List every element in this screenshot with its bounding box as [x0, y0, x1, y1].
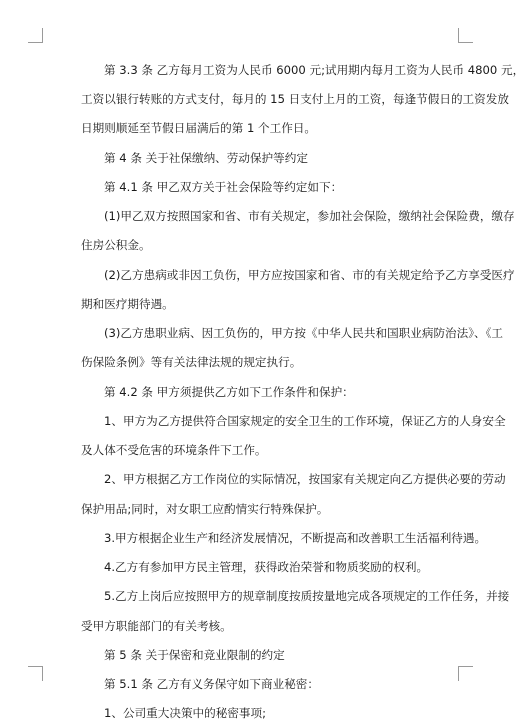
text-line: 1、甲方为乙方提供符合国家规定的安全卫生的工作环境，保证乙方的人身安全 [104, 414, 506, 428]
text-line: 受甲方职能部门的有关考核。 [81, 619, 232, 633]
text-line: 第 5 条 关于保密和竞业限制的约定 [104, 648, 285, 662]
text-line: 期和医疗期待遇。 [81, 297, 174, 311]
text-line: (3)乙方患职业病、因工负伤的，甲方按《中华人民共和国职业病防治法》、《工 [104, 326, 504, 340]
text-line: 保护用品;同时，对女职工应酌情实行特殊保护。 [81, 502, 329, 516]
text-line: 伤保险条例》等有关法律法规的规定执行。 [81, 355, 302, 369]
text-line: 第 3.3 条 乙方每月工资为人民币 6000 元;试用期内每月工资为人民币 4800 元， [104, 63, 524, 77]
text-line: 5.乙方上岗后应按照甲方的规章制度按质按量地完成各项规定的工作任务，并接 [104, 589, 510, 603]
text-line: 1、公司重大决策中的秘密事项; [104, 706, 267, 720]
text-line: 4.乙方有参加甲方民主管理，获得政治荣誉和物质奖励的权利。 [104, 560, 429, 574]
text-line: 第 4.1 条 甲乙双方关于社会保险等约定如下： [104, 180, 343, 194]
text-line: 第 4 条 关于社保缴纳、劳动保护等约定 [104, 151, 308, 165]
text-line: 2、甲方根据乙方工作岗位的实际情况，按国家有关规定向乙方提供必要的劳动 [104, 472, 506, 486]
crop-mark-bottom-right [458, 666, 473, 681]
text-line: 日期则顺延至节假日届满后的第 1 个工作日。 [81, 121, 317, 135]
crop-mark-bottom-left [28, 666, 43, 681]
crop-mark-top-right [458, 28, 473, 43]
text-line: 3.甲方根据企业生产和经济发展情况，不断提高和改善职工生活福利待遇。 [104, 531, 487, 545]
text-line: 工资以银行转账的方式支付，每月的 15 日支付上月的工资，每逢节假日的工资发放 [81, 92, 509, 106]
crop-mark-top-left [28, 28, 43, 43]
text-line: 住房公积金。 [81, 238, 151, 252]
text-line: 第 5.1 条 乙方有义务保守如下商业秘密： [104, 677, 319, 691]
text-line: (1)甲乙双方按照国家和省、市有关规定，参加社会保险，缴纳社会保险费，缴存 [104, 209, 515, 223]
text-line: (2)乙方患病或非因工负伤，甲方应按国家和省、市的有关规定给予乙方享受医疗 [104, 268, 515, 282]
text-line: 第 4.2 条 甲方须提供乙方如下工作条件和保护： [104, 385, 354, 399]
text-line: 及人体不受危害的环境条件下工作。 [81, 443, 267, 457]
